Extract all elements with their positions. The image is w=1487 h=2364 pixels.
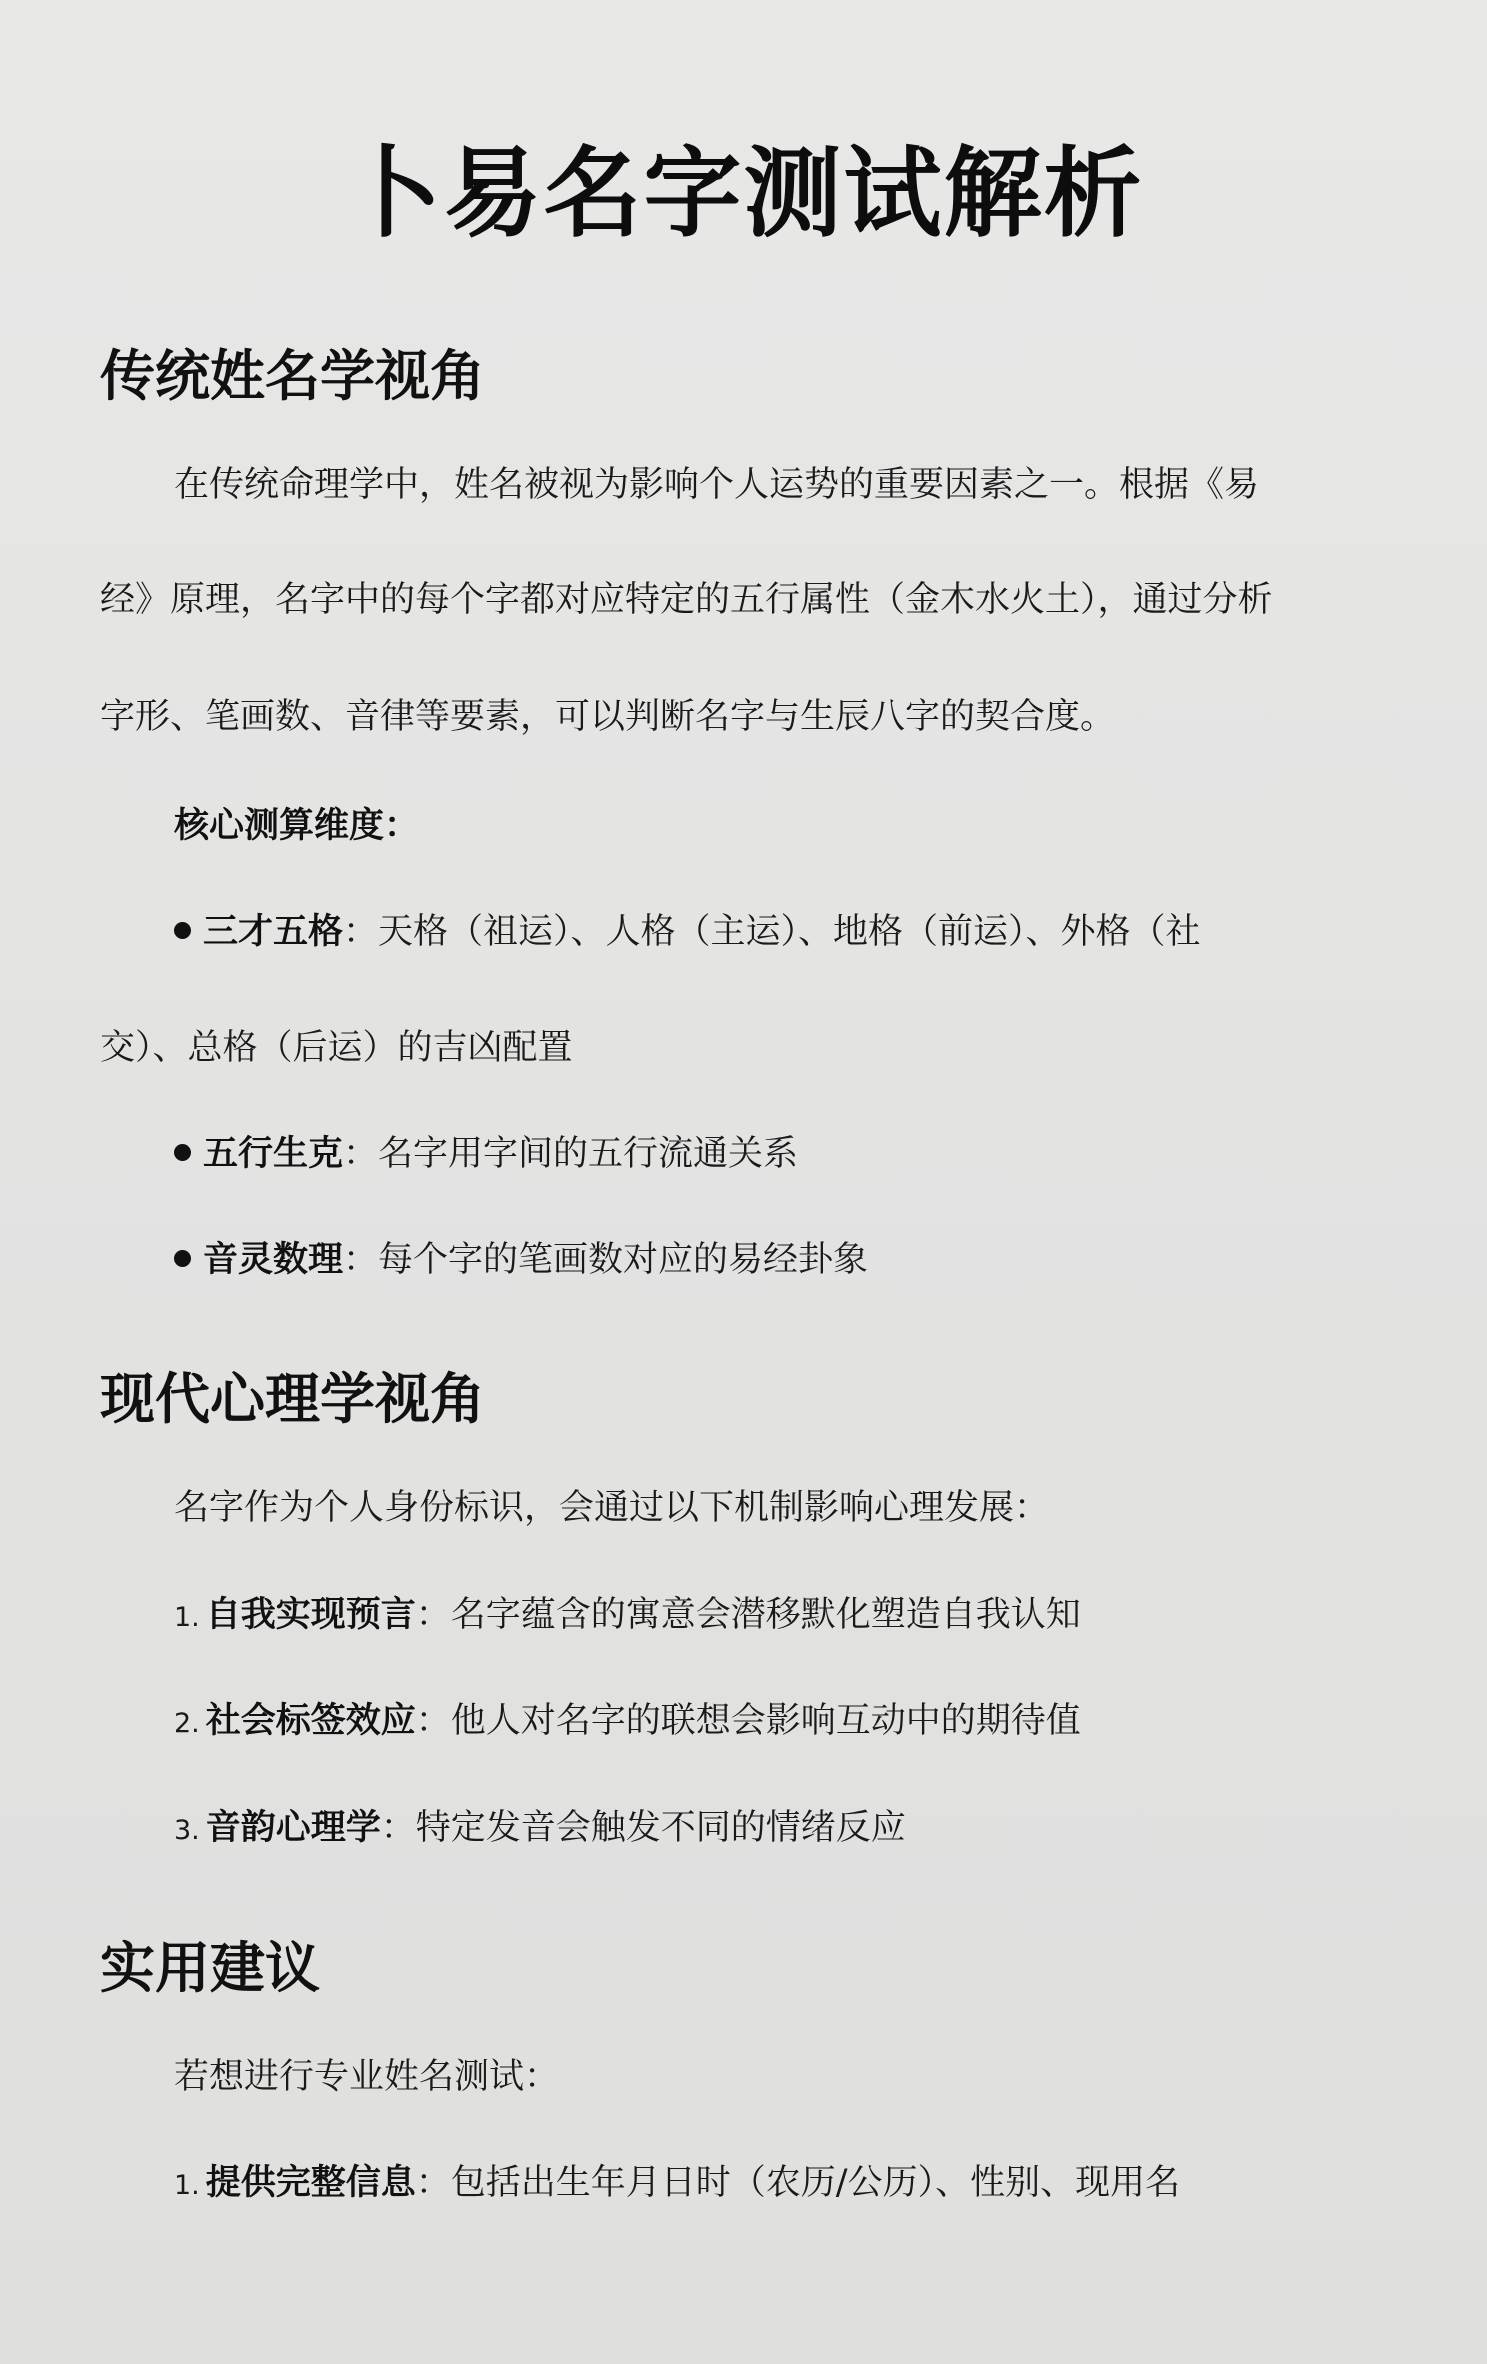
paragraph-line: 在传统命理学中，姓名被视为影响个人运势的重要因素之一。根据《易 (174, 465, 1260, 505)
section-heading-advice: 实用建议 (100, 1936, 321, 2000)
item-term: 自我实现预言 (205, 1595, 416, 1635)
paragraph-line: 经》原理，名字中的每个字都对应特定的五行属性（金木水火土），通过分析 (100, 580, 1273, 620)
item-number: 1. (174, 1602, 200, 1633)
list-item-colon: ： (343, 1134, 379, 1174)
item-term: 音韵心理学 (205, 1808, 381, 1848)
bullet-icon (174, 922, 191, 939)
bullet-icon (174, 1250, 191, 1267)
item-desc: 特定发音会触发不同的情绪反应 (415, 1808, 906, 1848)
page-title: 卜易名字测试解析 (343, 137, 1144, 251)
paragraph-line: 若想进行专业姓名测试： (174, 2057, 560, 2097)
item-colon: ： (415, 2163, 451, 2203)
list-item-desc: 天格（祖运）、人格（主运）、地格（前运）、外格（社 (378, 912, 1201, 952)
list-item-desc: 名字用字间的五行流通关系 (378, 1134, 799, 1174)
list-item (174, 1132, 1464, 1178)
list-item (174, 910, 1464, 956)
item-desc: 名字蕴含的寓意会潜移默化塑造自我认知 (450, 1595, 1081, 1635)
item-number: 2. (174, 1708, 200, 1739)
bullet-icon (174, 1144, 191, 1161)
section-heading-psychology: 现代心理学视角 (100, 1367, 486, 1431)
paragraph-line: 名字作为个人身份标识，会通过以下机制影响心理发展： (174, 1488, 1050, 1528)
paragraph-line: 字形、笔画数、音律等要素，可以判断名字与生辰八字的契合度。 (100, 697, 1116, 737)
item-number: 3. (174, 1815, 200, 1846)
list-item-continuation: 交）、总格（后运）的吉凶配置 (100, 1028, 573, 1068)
item-number: 1. (174, 2170, 200, 2201)
list-item-term: 三才五格 (203, 912, 344, 952)
subheading-core-dimensions: 核心测算维度： (174, 806, 420, 846)
numbered-item (174, 1699, 1464, 1745)
numbered-item (174, 1593, 1464, 1639)
list-item-colon: ： (343, 1240, 379, 1280)
list-item-colon: ： (343, 912, 379, 952)
item-colon: ： (415, 1595, 451, 1635)
item-colon: ： (415, 1701, 451, 1741)
numbered-item (174, 1806, 1464, 1852)
list-item (174, 1238, 1464, 1284)
list-item-desc: 每个字的笔画数对应的易经卦象 (378, 1240, 869, 1280)
item-desc: 他人对名字的联想会影响互动中的期待值 (450, 1701, 1081, 1741)
list-item-term: 五行生克 (203, 1134, 344, 1174)
item-colon: ： (380, 1808, 416, 1848)
numbered-item (174, 2161, 1464, 2207)
item-desc: 包括出生年月日时（农历/公历）、性别、现用名 (450, 2163, 1181, 2203)
item-term: 社会标签效应 (205, 1701, 416, 1741)
list-item-term: 音灵数理 (203, 1240, 344, 1280)
item-term: 提供完整信息 (205, 2163, 416, 2203)
section-heading-traditional: 传统姓名学视角 (100, 344, 486, 408)
